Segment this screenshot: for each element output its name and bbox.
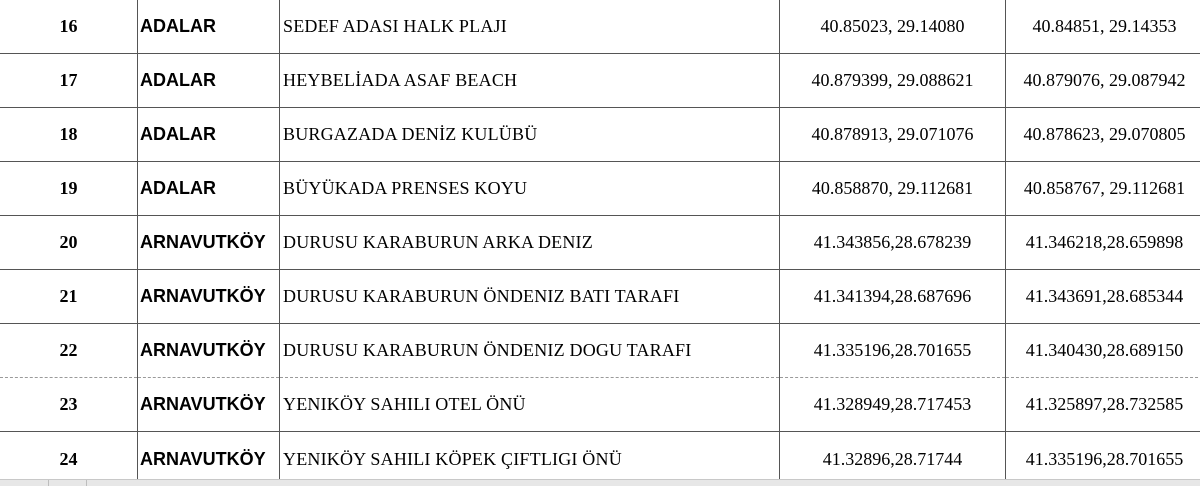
district-cell: ARNAVUTKÖY: [138, 270, 280, 324]
end-coordinate-cell: 40.858767, 29.112681: [1006, 162, 1200, 216]
table-row: [0, 54, 1200, 108]
table-row: [0, 378, 1200, 432]
end-coordinate-cell: 41.346218,28.659898: [1006, 216, 1200, 270]
beach-name-cell: BÜYÜKADA PRENSES KOYU: [280, 162, 780, 216]
table-row: [0, 432, 1200, 486]
start-coordinate-cell: 40.879399, 29.088621: [780, 54, 1006, 108]
end-coordinate-cell: 41.335196,28.701655: [1006, 432, 1200, 486]
end-coordinate-cell: 41.325897,28.732585: [1006, 378, 1200, 432]
row-number: 20: [0, 216, 138, 270]
row-number: 16: [0, 0, 138, 54]
row-number: 17: [0, 54, 138, 108]
table-row: [0, 108, 1200, 162]
footer-segment: [48, 480, 87, 486]
end-coordinate-cell: 40.879076, 29.087942: [1006, 54, 1200, 108]
table-row: [0, 216, 1200, 270]
beach-name-cell: SEDEF ADASI HALK PLAJI: [280, 0, 780, 54]
end-coordinate-cell: 41.343691,28.685344: [1006, 270, 1200, 324]
footer-segment: [0, 480, 49, 486]
beach-name-cell: YENIKÖY SAHILI OTEL ÖNÜ: [280, 378, 780, 432]
district-cell: ADALAR: [138, 0, 280, 54]
beach-name-cell: DURUSU KARABURUN ÖNDENIZ BATI TARAFI: [280, 270, 780, 324]
beach-name-cell: YENIKÖY SAHILI KÖPEK ÇIFTLIGI ÖNÜ: [280, 432, 780, 486]
district-cell: ARNAVUTKÖY: [138, 216, 280, 270]
beach-name-cell: BURGAZADA DENİZ KULÜBÜ: [280, 108, 780, 162]
end-coordinate-cell: 40.84851, 29.14353: [1006, 0, 1200, 54]
start-coordinate-cell: 41.341394,28.687696: [780, 270, 1006, 324]
start-coordinate-cell: 41.328949,28.717453: [780, 378, 1006, 432]
start-coordinate-cell: 40.878913, 29.071076: [780, 108, 1006, 162]
start-coordinate-cell: 40.858870, 29.112681: [780, 162, 1006, 216]
district-cell: ARNAVUTKÖY: [138, 378, 280, 432]
table-row: [0, 270, 1200, 324]
start-coordinate-cell: 41.335196,28.701655: [780, 324, 1006, 378]
beach-name-cell: HEYBELİADA ASAF BEACH: [280, 54, 780, 108]
table-row: [0, 0, 1200, 54]
row-number: 18: [0, 108, 138, 162]
row-number: 21: [0, 270, 138, 324]
row-number: 22: [0, 324, 138, 378]
table-row: [0, 324, 1200, 378]
row-number: 24: [0, 432, 138, 486]
start-coordinate-cell: 40.85023, 29.14080: [780, 0, 1006, 54]
start-coordinate-cell: 41.32896,28.71744: [780, 432, 1006, 486]
district-cell: ADALAR: [138, 54, 280, 108]
row-number: 23: [0, 378, 138, 432]
row-number: 19: [0, 162, 138, 216]
beach-name-cell: DURUSU KARABURUN ARKA DENIZ: [280, 216, 780, 270]
table-row: [0, 162, 1200, 216]
district-cell: ARNAVUTKÖY: [138, 432, 280, 486]
start-coordinate-cell: 41.343856,28.678239: [780, 216, 1006, 270]
end-coordinate-cell: 41.340430,28.689150: [1006, 324, 1200, 378]
district-cell: ADALAR: [138, 108, 280, 162]
end-coordinate-cell: 40.878623, 29.070805: [1006, 108, 1200, 162]
district-cell: ARNAVUTKÖY: [138, 324, 280, 378]
district-cell: ADALAR: [138, 162, 280, 216]
beach-name-cell: DURUSU KARABURUN ÖNDENIZ DOGU TARAFI: [280, 324, 780, 378]
